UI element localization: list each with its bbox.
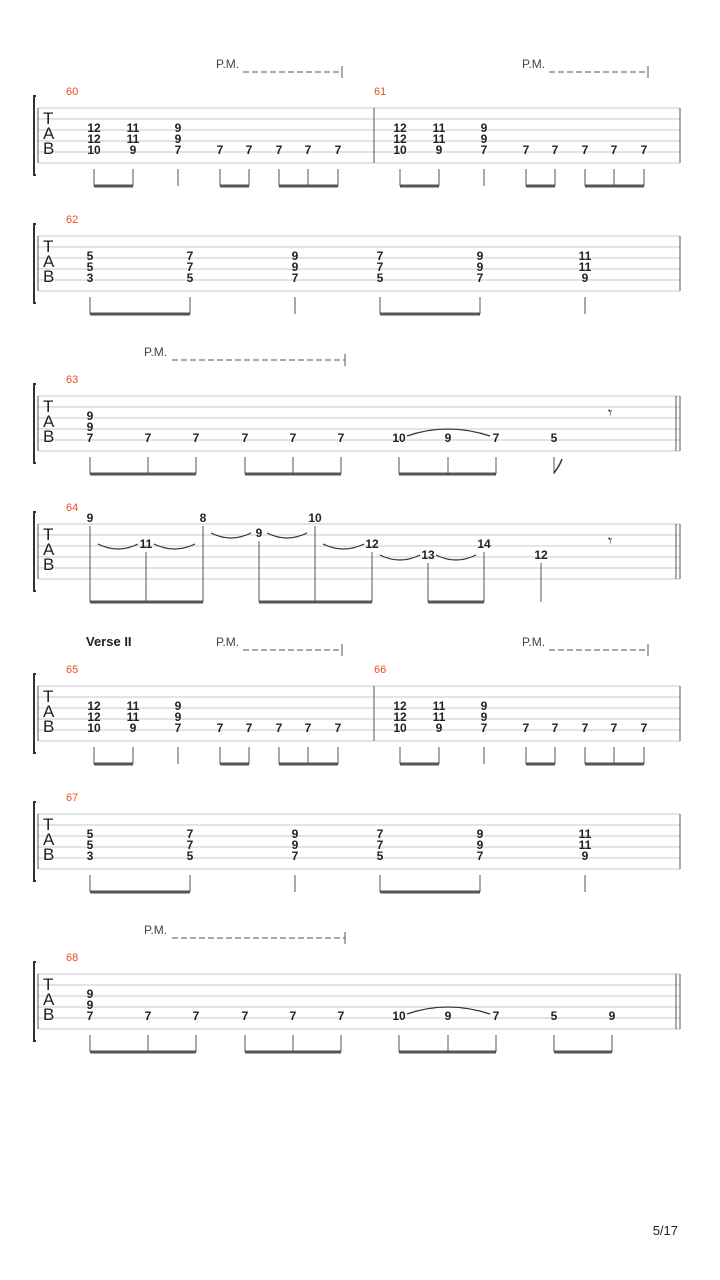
fret-number: 7 — [216, 721, 224, 735]
fret-number: 7 — [492, 431, 500, 445]
fret-number: 9 — [480, 132, 488, 146]
fret-number: 10 — [392, 1009, 406, 1023]
fret-number: 9 — [476, 827, 484, 841]
fret-number: 7 — [289, 431, 297, 445]
fret-number: 10 — [87, 721, 101, 735]
palm-mute-label: P.M. — [522, 57, 546, 71]
fret-number: 9 — [435, 721, 443, 735]
fret-number: 7 — [192, 1009, 200, 1023]
fret-number: 9 — [174, 699, 182, 713]
tab-clef-letter: A — [43, 252, 55, 271]
fret-number: 7 — [144, 1009, 152, 1023]
fret-number: 5 — [86, 827, 94, 841]
fret-number: 9 — [291, 838, 299, 852]
fret-number: 9 — [86, 998, 94, 1012]
fret-number: 5 — [550, 1009, 558, 1023]
fret-number: 7 — [186, 249, 194, 263]
fret-number: 14 — [477, 537, 491, 551]
tab-clef-letter: B — [43, 1005, 55, 1024]
fret-number: 7 — [610, 143, 618, 157]
tab-clef-letter: T — [43, 815, 54, 834]
fret-number: 9 — [480, 699, 488, 713]
system-bracket — [34, 96, 36, 175]
system-bracket — [34, 224, 36, 303]
fret-number: 7 — [334, 143, 342, 157]
fret-number: 12 — [87, 699, 101, 713]
measure-number: 64 — [66, 502, 79, 514]
fret-number: 12 — [393, 132, 407, 146]
fret-number: 9 — [291, 827, 299, 841]
fret-number: 9 — [86, 420, 94, 434]
fret-number: 3 — [86, 271, 94, 285]
fret-number: 5 — [376, 849, 384, 863]
fret-number: 9 — [86, 987, 94, 1001]
fret-number: 7 — [337, 431, 345, 445]
fret-number: 12 — [393, 699, 407, 713]
fret-number: 10 — [393, 721, 407, 735]
fret-number: 13 — [421, 548, 435, 562]
tab-clef-letter: T — [43, 975, 54, 994]
fret-number: 10 — [308, 511, 322, 525]
fret-number: 7 — [522, 143, 530, 157]
fret-number: 12 — [534, 548, 548, 562]
fret-number: 5 — [86, 249, 94, 263]
tab-clef-letter: T — [43, 525, 54, 544]
fret-number: 12 — [87, 121, 101, 135]
tab-clef-letter: B — [43, 845, 55, 864]
palm-mute-label: P.M. — [144, 345, 168, 359]
fret-number: 7 — [216, 143, 224, 157]
fret-number: 11 — [139, 537, 153, 551]
fret-number: 5 — [550, 431, 558, 445]
fret-number: 7 — [291, 271, 299, 285]
measure-number: 62 — [66, 214, 79, 226]
tab-clef-letter: A — [43, 412, 55, 431]
fret-number: 9 — [291, 260, 299, 274]
fret-number: 7 — [186, 838, 194, 852]
fret-number: 7 — [241, 1009, 249, 1023]
palm-mute-label: P.M. — [144, 923, 168, 937]
section-label: Verse II — [86, 634, 132, 649]
fret-number: 7 — [581, 721, 589, 735]
measure-number: 66 — [374, 664, 387, 676]
fret-number: 12 — [393, 710, 407, 724]
system-bracket — [34, 802, 36, 881]
fret-number: 7 — [551, 143, 559, 157]
fret-number: 7 — [86, 431, 94, 445]
fret-number: 10 — [392, 431, 406, 445]
fret-number: 12 — [87, 710, 101, 724]
fret-number: 11 — [578, 838, 592, 852]
fret-number: 7 — [186, 827, 194, 841]
fret-number: 9 — [476, 249, 484, 263]
fret-number: 5 — [186, 271, 194, 285]
tab-clef-letter: A — [43, 540, 55, 559]
fret-number: 9 — [129, 143, 137, 157]
measure-number: 65 — [66, 664, 79, 676]
tab-clef-letter: T — [43, 237, 54, 256]
fret-number: 7 — [376, 249, 384, 263]
fret-number: 9 — [476, 260, 484, 274]
page-number: 5/17 — [652, 1223, 678, 1238]
fret-number: 9 — [444, 431, 452, 445]
fret-number: 9 — [435, 143, 443, 157]
fret-number: 10 — [87, 143, 101, 157]
fret-number: 12 — [393, 121, 407, 135]
fret-number: 7 — [581, 143, 589, 157]
tab-clef-letter: B — [43, 427, 55, 446]
fret-number: 7 — [610, 721, 618, 735]
fret-number: 7 — [86, 1009, 94, 1023]
fret-number: 7 — [640, 143, 648, 157]
fret-number: 9 — [174, 710, 182, 724]
fret-number: 11 — [432, 699, 446, 713]
fret-number: 11 — [126, 699, 140, 713]
fret-number: 8 — [199, 511, 207, 525]
fret-number: 7 — [334, 721, 342, 735]
fret-number: 11 — [432, 121, 446, 135]
fret-number: 7 — [476, 271, 484, 285]
palm-mute-label: P.M. — [216, 57, 240, 71]
measure-number: 67 — [66, 792, 79, 804]
fret-number: 7 — [640, 721, 648, 735]
fret-number: 7 — [275, 721, 283, 735]
tab-clef-letter: T — [43, 109, 54, 128]
palm-mute-label: P.M. — [216, 635, 240, 649]
fret-number: 7 — [289, 1009, 297, 1023]
fret-number: 7 — [144, 431, 152, 445]
fret-number: 7 — [376, 260, 384, 274]
fret-number: 7 — [304, 143, 312, 157]
fret-number: 7 — [304, 721, 312, 735]
fret-number: 11 — [432, 132, 446, 146]
measure-number: 68 — [66, 952, 79, 964]
fret-number: 7 — [174, 721, 182, 735]
tab-clef-letter: T — [43, 687, 54, 706]
eighth-flag — [554, 459, 562, 473]
fret-number: 7 — [291, 849, 299, 863]
fret-number: 7 — [275, 143, 283, 157]
fret-number: 11 — [432, 710, 446, 724]
fret-number: 9 — [129, 721, 137, 735]
tab-clef-letter: A — [43, 124, 55, 143]
fret-number: 9 — [480, 121, 488, 135]
fret-number: 9 — [86, 511, 94, 525]
fret-number: 7 — [192, 431, 200, 445]
fret-number: 9 — [444, 1009, 452, 1023]
fret-number: 7 — [241, 431, 249, 445]
fret-number: 10 — [393, 143, 407, 157]
tab-clef-letter: A — [43, 830, 55, 849]
fret-number: 9 — [291, 249, 299, 263]
fret-number: 5 — [376, 271, 384, 285]
tab-clef-letter: B — [43, 139, 55, 158]
fret-number: 5 — [86, 260, 94, 274]
fret-number: 7 — [480, 721, 488, 735]
fret-number: 7 — [245, 143, 253, 157]
fret-number: 5 — [86, 838, 94, 852]
system-bracket — [34, 962, 36, 1041]
eighth-rest: 𝄾 — [608, 533, 613, 550]
fret-number: 9 — [581, 271, 589, 285]
fret-number: 7 — [337, 1009, 345, 1023]
fret-number: 9 — [174, 121, 182, 135]
measure-number: 63 — [66, 374, 79, 386]
fret-number: 7 — [551, 721, 559, 735]
fret-number: 7 — [245, 721, 253, 735]
eighth-rest: 𝄾 — [608, 405, 613, 422]
fret-number: 7 — [376, 838, 384, 852]
fret-number: 9 — [476, 838, 484, 852]
fret-number: 11 — [126, 121, 140, 135]
fret-number: 12 — [87, 132, 101, 146]
fret-number: 11 — [578, 827, 592, 841]
fret-number: 9 — [255, 526, 263, 540]
fret-number: 11 — [578, 249, 592, 263]
system-bracket — [34, 384, 36, 463]
fret-number: 7 — [480, 143, 488, 157]
fret-number: 11 — [578, 260, 592, 274]
fret-number: 9 — [581, 849, 589, 863]
fret-number: 9 — [174, 132, 182, 146]
system-bracket — [34, 512, 36, 591]
tab-clef-letter: B — [43, 555, 55, 574]
fret-number: 7 — [174, 143, 182, 157]
fret-number: 9 — [608, 1009, 616, 1023]
measure-number: 61 — [374, 86, 387, 98]
fret-number: 7 — [492, 1009, 500, 1023]
tab-clef-letter: A — [43, 990, 55, 1009]
palm-mute-label: P.M. — [522, 635, 546, 649]
fret-number: 11 — [126, 710, 140, 724]
fret-number: 9 — [480, 710, 488, 724]
system-bracket — [34, 674, 36, 753]
tab-clef-letter: A — [43, 702, 55, 721]
measure-number: 60 — [66, 86, 79, 98]
fret-number: 7 — [476, 849, 484, 863]
tab-clef-letter: B — [43, 267, 55, 286]
tab-clef-letter: B — [43, 717, 55, 736]
fret-number: 11 — [126, 132, 140, 146]
fret-number: 7 — [522, 721, 530, 735]
fret-number: 12 — [365, 537, 379, 551]
fret-number: 9 — [86, 409, 94, 423]
fret-number: 3 — [86, 849, 94, 863]
fret-number: 5 — [186, 849, 194, 863]
tab-clef-letter: T — [43, 397, 54, 416]
fret-number: 7 — [186, 260, 194, 274]
fret-number: 7 — [376, 827, 384, 841]
